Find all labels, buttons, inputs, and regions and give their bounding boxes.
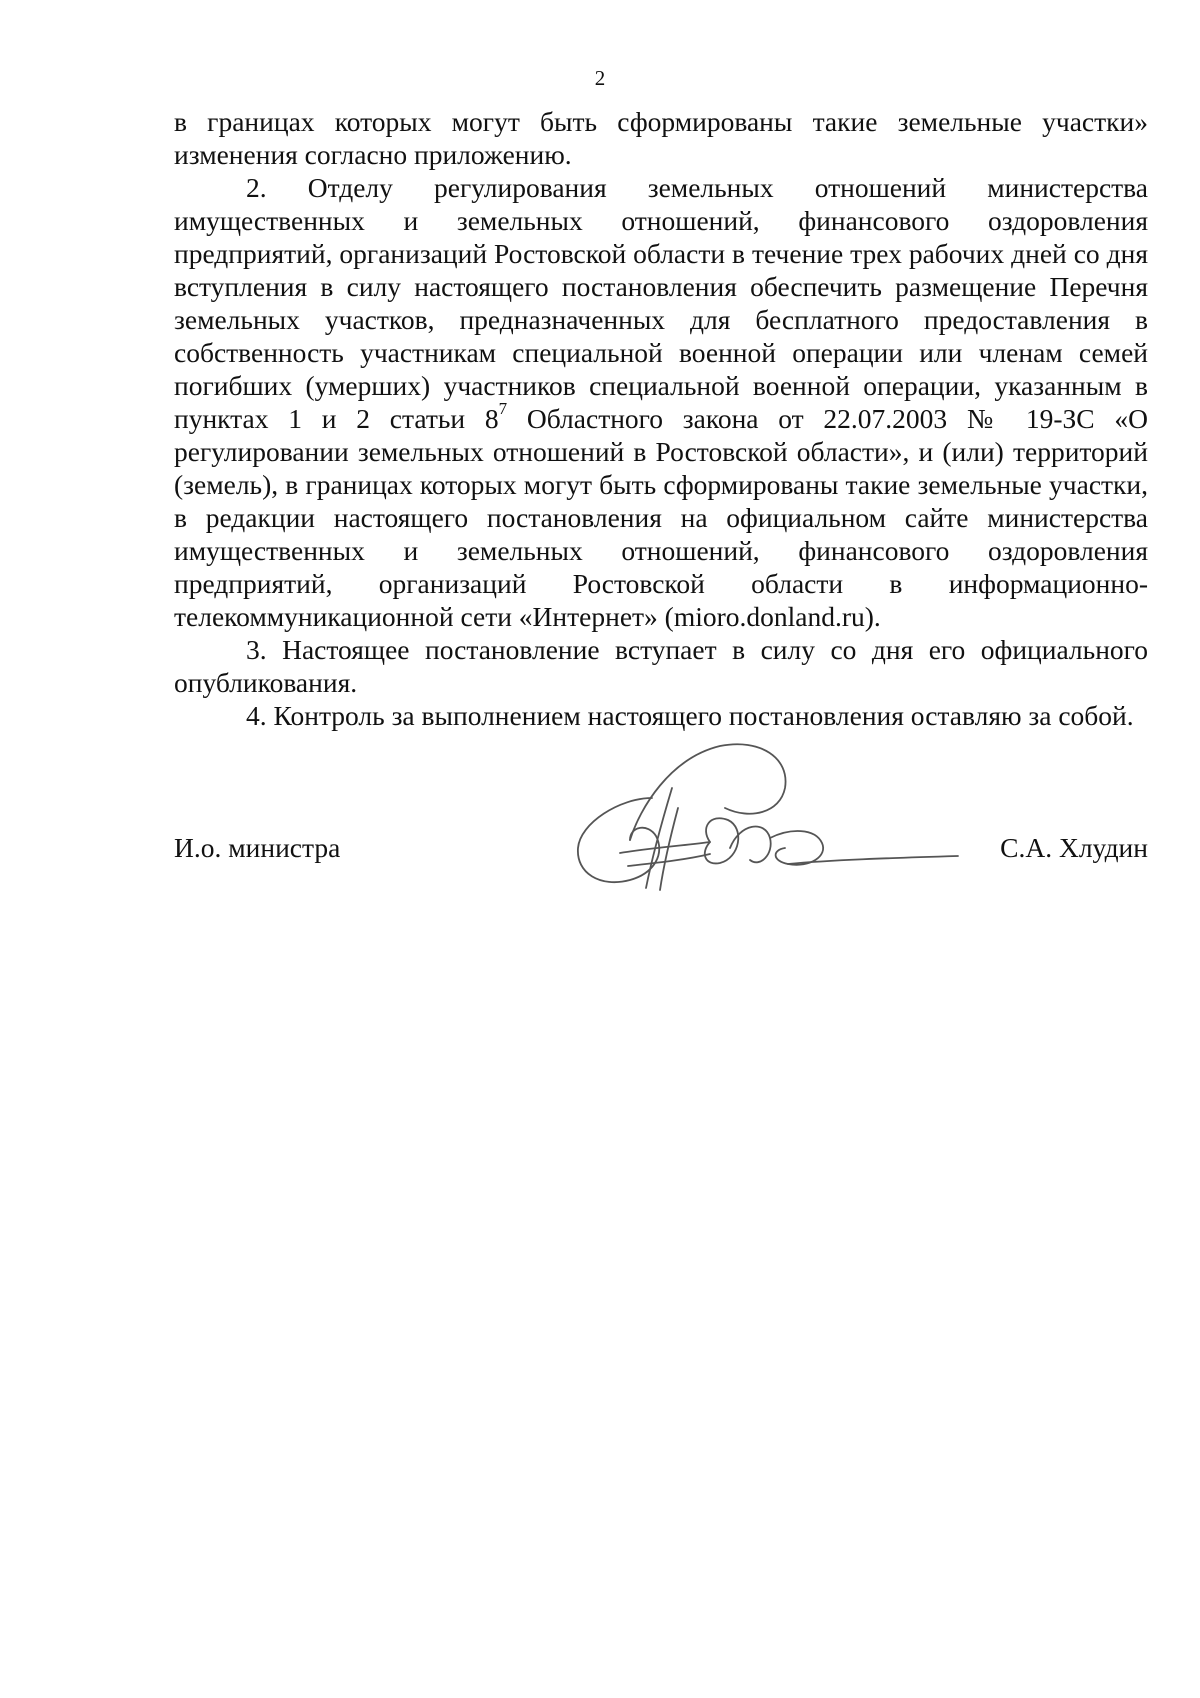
page-number: 2 bbox=[594, 66, 606, 90]
document-body bbox=[174, 105, 1148, 732]
paragraph-item-2-text-a: 2. Отделу регулирования земельных отношений министерства имущественных и земельных отношений, финансового оздоровления предприятий, организаций Ростовской области в течение трех рабочих дней со дня вступления в силу настоящего постановления обеспечить размещение Перечня земельных участков, предназначенных для бесплатного предоставления в собственность участникам специальной военной операции или членам семей погибших (умерших) участников специальной военной операции, указанным в пунктах 1 и 2 статьи 8 bbox=[174, 172, 1148, 434]
signatory-title: И.о. министра bbox=[174, 832, 341, 863]
paragraph-item-2 bbox=[174, 171, 1148, 633]
paragraph-item-4: 4. Контроль за выполнением настоящего постановления оставляю за собой. bbox=[246, 700, 1134, 731]
paragraph-item-3: 3. Настоящее постановление вступает в силу со дня его официального опубликования. bbox=[174, 634, 1148, 698]
paragraph-continuation: в границах которых могут быть сформированы такие земельные участки» изменения согласно приложению. bbox=[174, 106, 1148, 170]
article-superscript: 7 bbox=[498, 398, 508, 418]
signatory-name: С.А. Хлудин bbox=[1000, 832, 1148, 863]
paragraph-item-2-text-b: Областного закона от 22.07.2003 № 19-ЗС «О регулировании земельных отношений в Ростовской области», и (или) территорий (земель), в границах которых могут быть сформированы такие земельные участки, в редакции настоящего постановления на официальном сайте министерства имущественных и земельных отношений, финансового оздоровления предприятий, организаций Ростовской области в информационно-телекоммуникационной сети «Интернет» (mioro.donland.ru). bbox=[174, 403, 1148, 632]
handwritten-signature bbox=[560, 728, 980, 908]
